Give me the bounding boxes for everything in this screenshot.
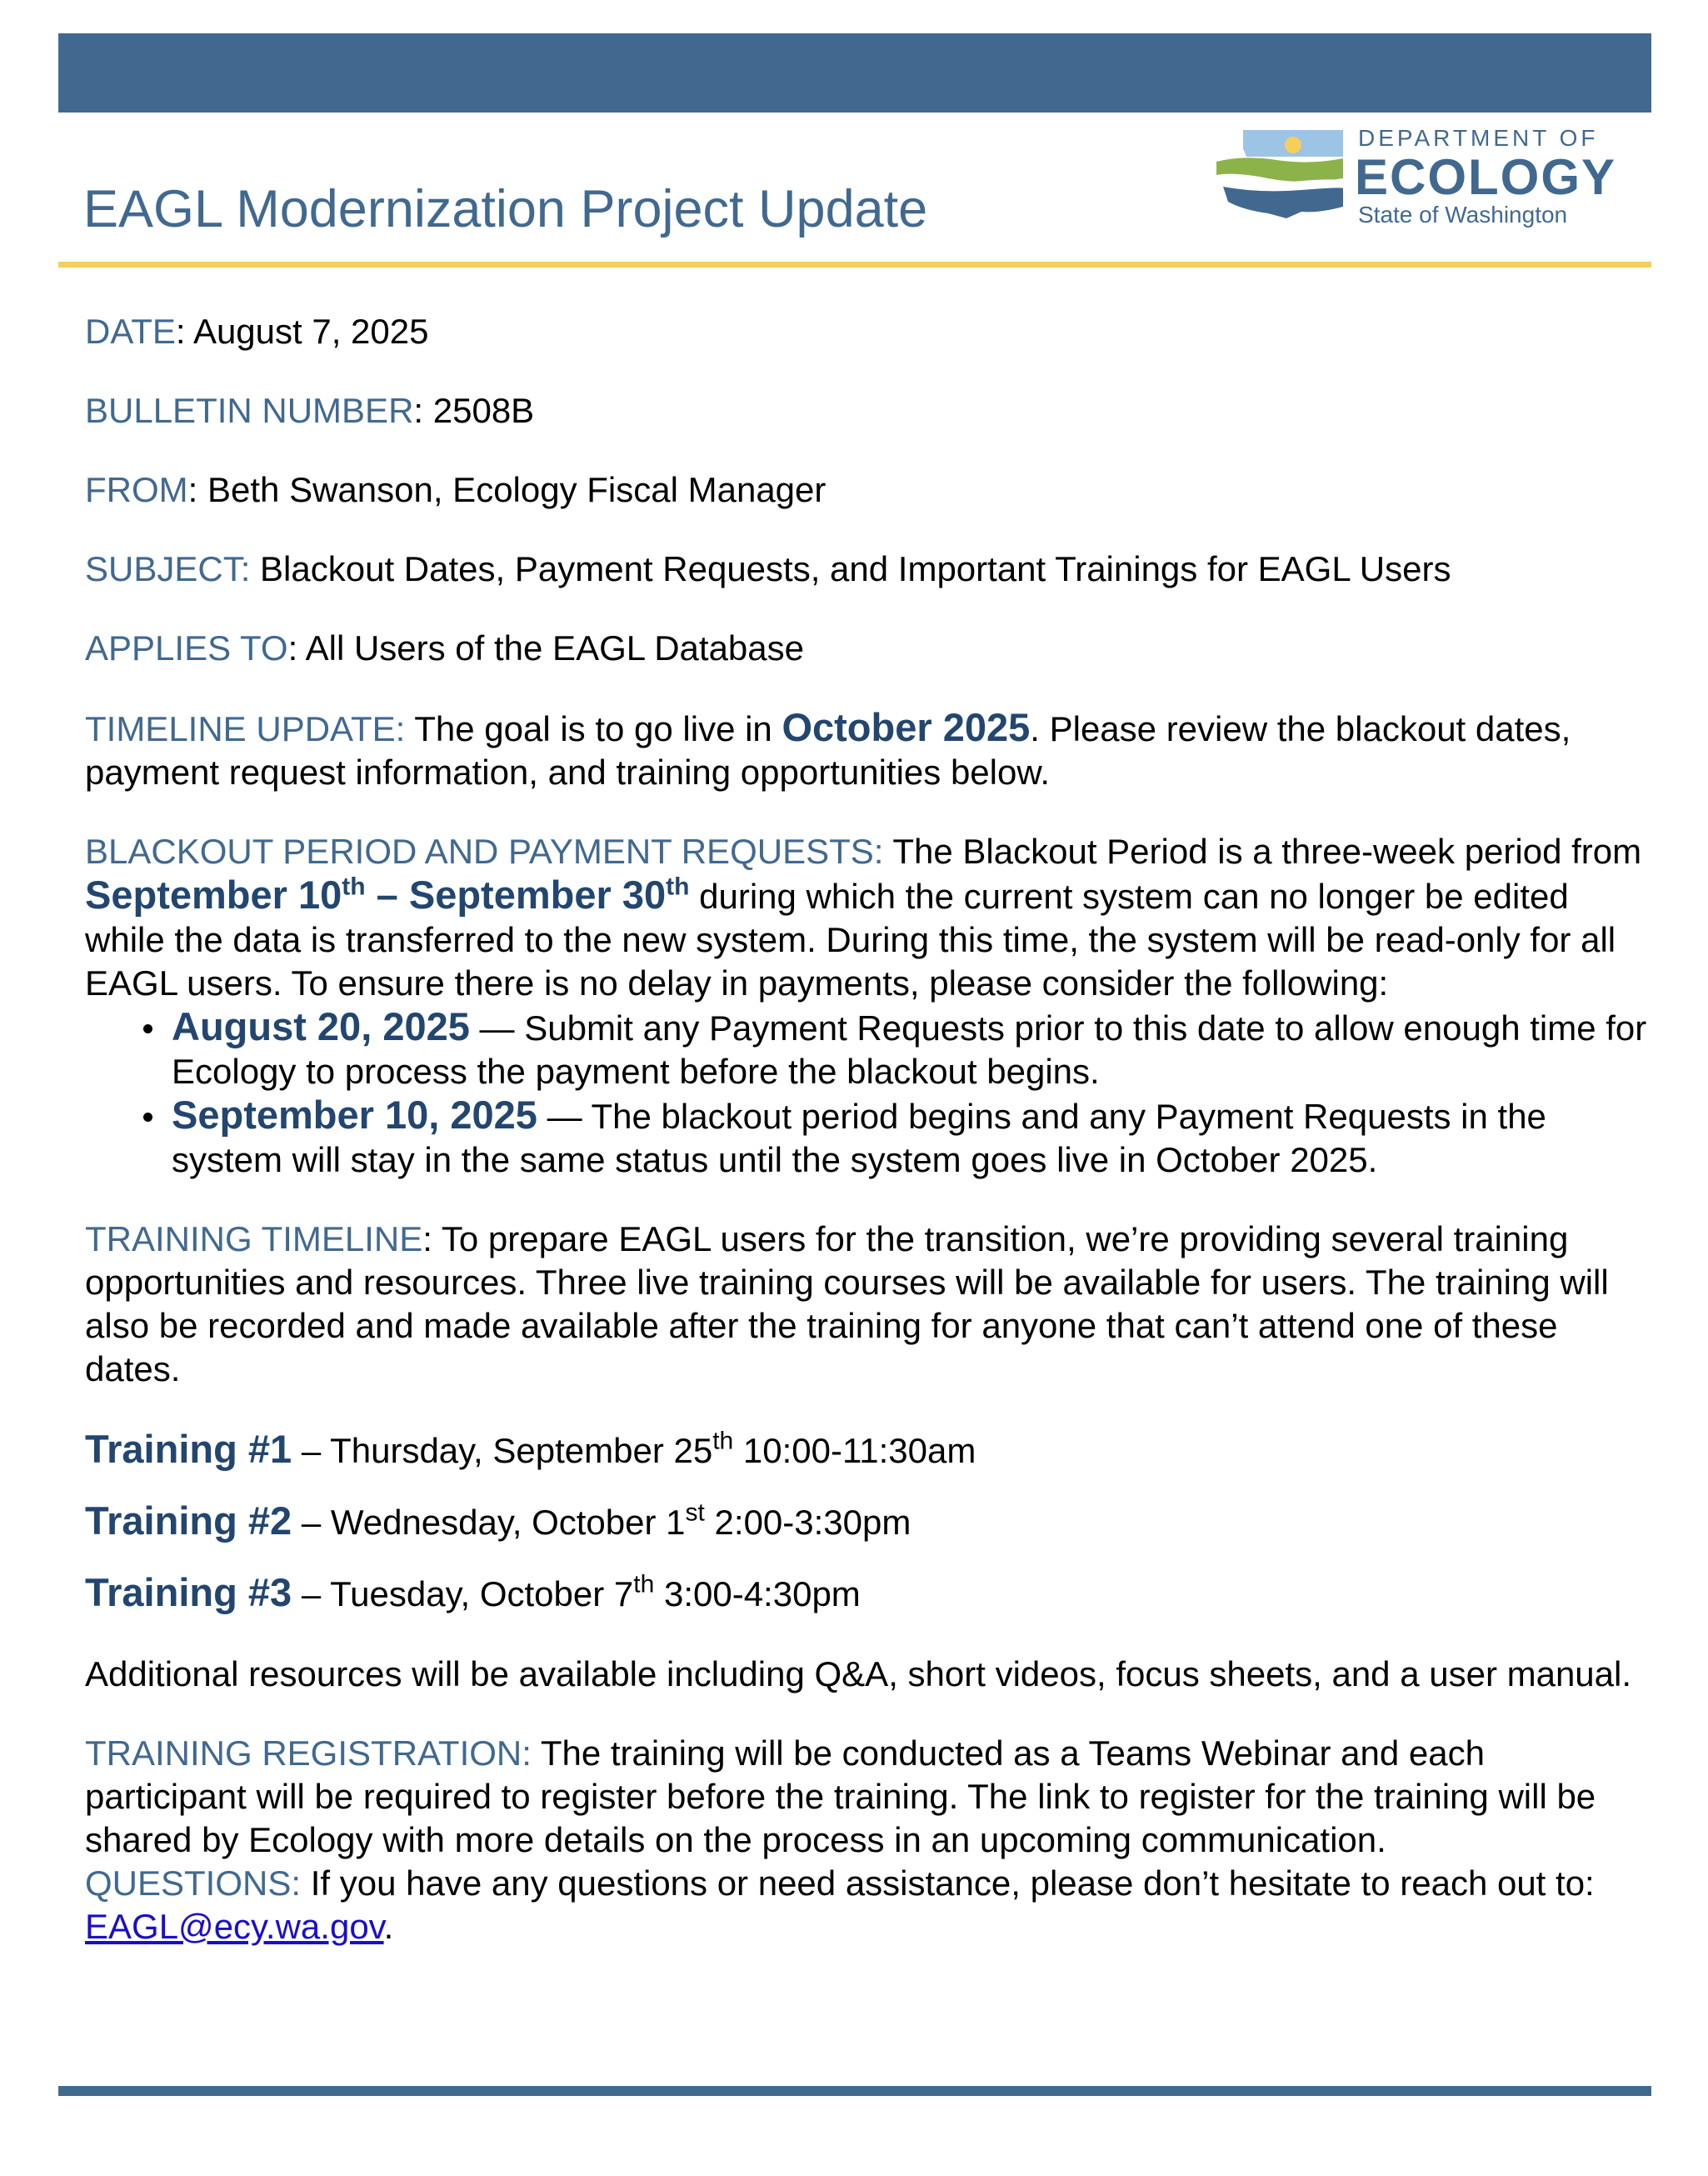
timeline-text-after: . Please review the blackout dates, payment request information, and training opportunities below.	[85, 709, 1571, 792]
training-label: Training #3	[85, 1570, 292, 1614]
timeline-update-section	[85, 706, 1651, 794]
blackout-label: BLACKOUT PERIOD AND PAYMENT REQUESTS:	[85, 832, 884, 871]
blackout-text-before: The Blackout Period is a three-week period from	[892, 832, 1642, 871]
training-day-suffix: th	[712, 1427, 734, 1455]
blackout-end: September 30	[408, 873, 667, 917]
from-field: FROM: Beth Swanson, Ecology Fiscal Manager	[85, 470, 827, 509]
blackout-start: September 10	[85, 873, 342, 917]
subject-label: SUBJECT:	[85, 549, 251, 588]
blackout-dash: –	[376, 873, 398, 917]
contact-email-link[interactable]: EAGL@ecy.wa.gov	[85, 1907, 384, 1946]
training-timeline-section: TRAINING TIMELINE: To prepare EAGL users for the transition, we’re providing several training opportunities and resources. Three live training courses will be available for users. The training will also be recorded and made available after the training for anyone that can’t attend one of these dates.	[85, 1219, 1609, 1388]
training-time: 3:00-4:30pm	[663, 1574, 861, 1613]
bulletin-body	[85, 310, 1651, 1984]
footer-bar	[58, 2086, 1651, 2096]
date-label: DATE	[85, 312, 176, 351]
questions-label: QUESTIONS:	[85, 1863, 302, 1903]
additional-resources: Additional resources will be available including Q&A, short videos, focus sheets, and a user manual.	[85, 1654, 1632, 1693]
training-day-suffix: st	[685, 1498, 705, 1527]
logo-line-state: State of Washington	[1358, 202, 1568, 228]
timeline-text-before: The goal is to go live in	[414, 709, 772, 748]
go-live-date: October 2025	[782, 705, 1031, 749]
training-day: – Thursday, September 25	[301, 1431, 713, 1470]
training-time: 2:00-3:30pm	[714, 1503, 911, 1542]
deadline-text: — The blackout period begins and any Payment Requests in the system will stay in the same status until the system goes live in October 2025.	[172, 1097, 1546, 1179]
training-session	[85, 1570, 1651, 1617]
training-session	[85, 1427, 1651, 1473]
bulletin-number-label: BULLETIN NUMBER	[85, 391, 414, 430]
questions-end: .	[383, 1907, 394, 1946]
training-session	[85, 1498, 1651, 1545]
list-item	[172, 1005, 1651, 1093]
subject-field	[85, 548, 1651, 591]
training-registration-section	[85, 1732, 1651, 1862]
training-day-suffix: th	[633, 1570, 655, 1598]
bulletin-number-field: BULLETIN NUMBER: 2508B	[85, 391, 535, 430]
training-timeline-text: To prepare EAGL users for the transition, we’re providing several training opportunities and resources. Three live training courses will be available for users. The training will also be recorded and made available after the training for anyone that can’t attend one of these dates.	[85, 1219, 1609, 1388]
blackout-start-suffix: th	[342, 873, 366, 901]
training-time: 10:00-11:30am	[742, 1431, 976, 1470]
logo-line-department: DEPARTMENT OF	[1358, 125, 1599, 151]
blackout-section	[85, 830, 1651, 1005]
training-label: Training #1	[85, 1427, 292, 1471]
deadline-text: — Submit any Payment Requests prior to this date to allow enough time for Ecology to process the payment before the blackout begins.	[172, 1008, 1647, 1091]
questions-section	[85, 1862, 1651, 1948]
list-item	[172, 1093, 1651, 1182]
blackout-text-after: during which the current system can no longer be edited while the data is transferred to the new system. During this time, the system will be read-only for all EAGL users. To ensure there is no delay in payments, please consider the following:	[85, 877, 1616, 1003]
title-divider	[58, 262, 1651, 268]
applies-to-field: APPLIES TO: All Users of the EAGL Database	[85, 628, 805, 668]
subject-value: Blackout Dates, Payment Requests, and Important Trainings for EAGL Users	[260, 549, 1451, 588]
applies-to-value: All Users of the EAGL Database	[305, 628, 805, 668]
training-timeline-label: TRAINING TIMELINE	[85, 1219, 423, 1258]
deadline-date: August 20, 2025	[172, 1004, 470, 1048]
applies-to-label: APPLIES TO	[85, 628, 288, 668]
timeline-update-label: TIMELINE UPDATE:	[85, 709, 406, 748]
header-bar	[58, 33, 1651, 113]
questions-text: If you have any questions or need assistance, please don’t hesitate to reach out to:	[310, 1863, 1595, 1903]
bulletin-number-value: 2508B	[432, 391, 535, 430]
blackout-range	[85, 873, 689, 917]
training-registration-label: TRAINING REGISTRATION:	[85, 1733, 532, 1773]
ecology-logo	[1210, 123, 1617, 232]
training-label: Training #2	[85, 1498, 292, 1543]
payment-deadlines-list	[85, 1005, 1651, 1182]
training-day: – Wednesday, October 1	[301, 1503, 686, 1542]
logo-line-ecology: ECOLOGY	[1355, 149, 1617, 205]
from-value: Beth Swanson, Ecology Fiscal Manager	[207, 470, 827, 509]
training-day: – Tuesday, October 7	[301, 1574, 634, 1613]
blackout-end-suffix: th	[666, 873, 690, 901]
from-label: FROM	[85, 470, 188, 509]
deadline-date: September 10, 2025	[172, 1093, 537, 1137]
page-title: EAGL Modernization Project Update	[83, 180, 928, 238]
date-field: DATE: August 7, 2025	[85, 312, 429, 351]
date-value: August 7, 2025	[192, 312, 429, 351]
training-registration-text: The training will be conducted as a Teams Webinar and each participant will be required to register before the training. The link to register for the training will be shared by Ecology with more details on the process in an upcoming communication.	[85, 1733, 1596, 1859]
washington-state-logo-icon	[1210, 123, 1351, 228]
